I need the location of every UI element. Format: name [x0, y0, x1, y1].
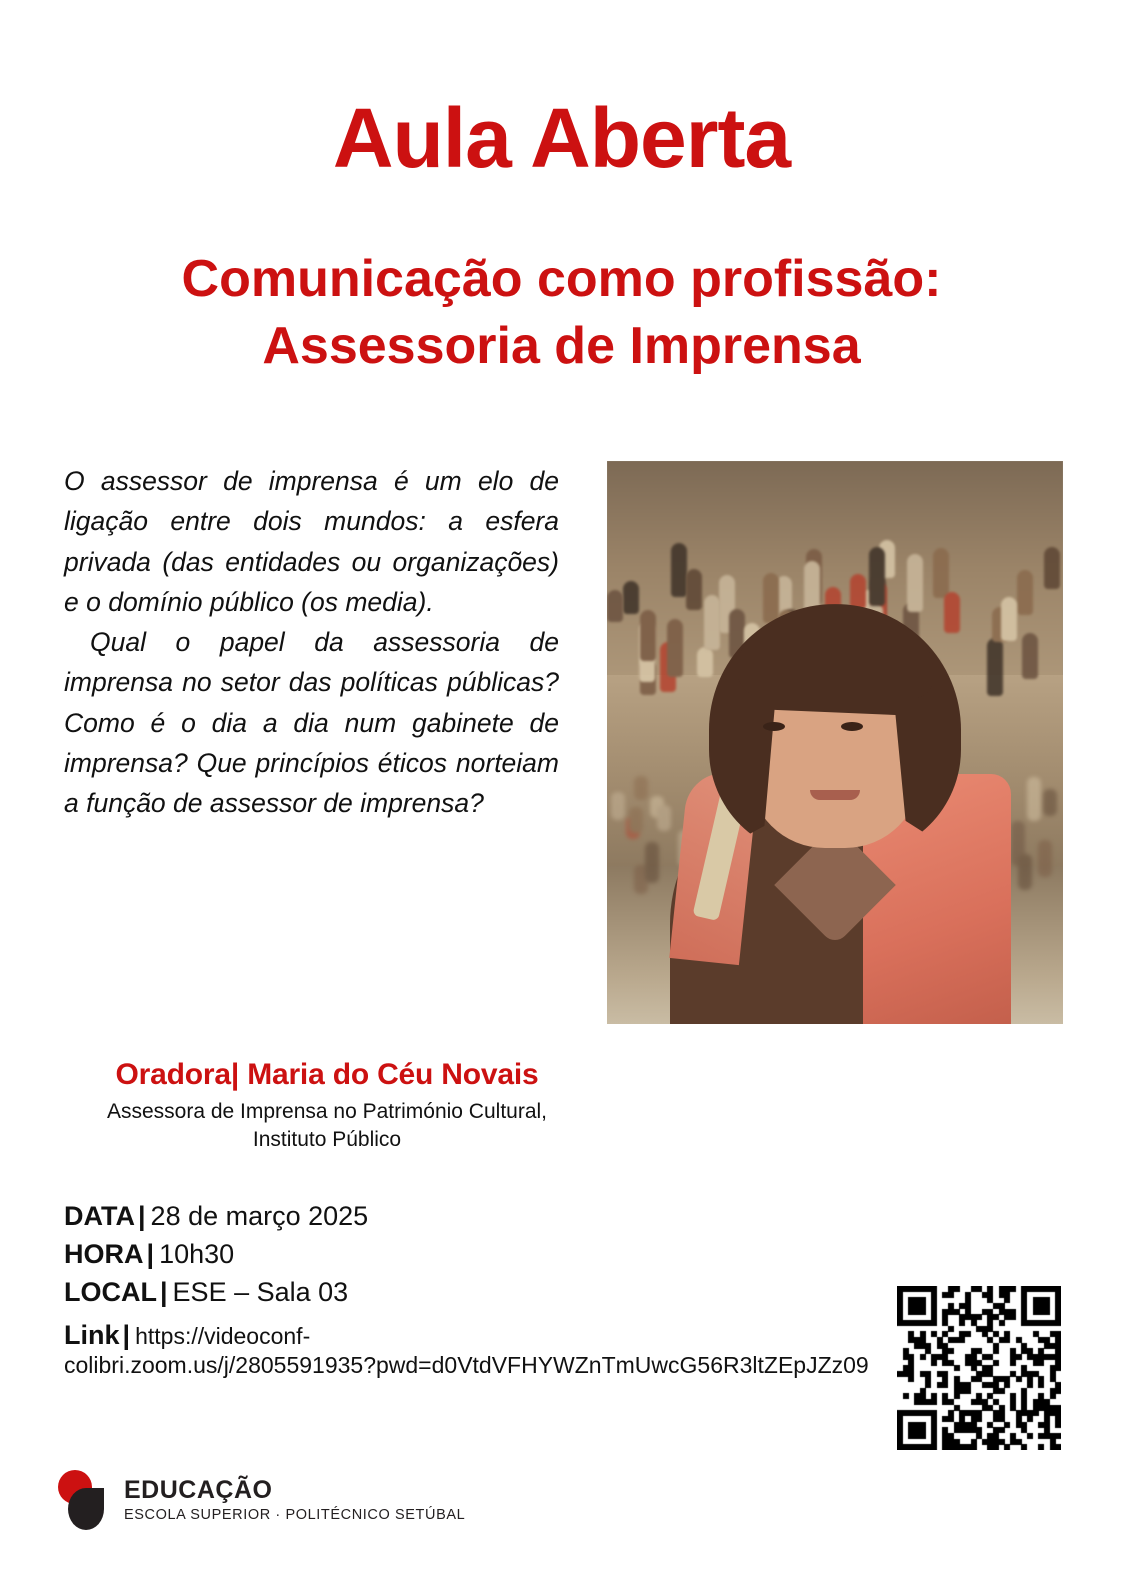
detail-label-place: LOCAL: [64, 1277, 157, 1308]
detail-value-date: 28 de março 2025: [150, 1200, 369, 1231]
detail-separator-link: |: [122, 1319, 131, 1350]
qr-code[interactable]: [897, 1286, 1061, 1450]
person-eye-left: [763, 722, 785, 731]
speaker-separator: |: [230, 1058, 240, 1092]
speaker-name-line: [64, 1058, 590, 1092]
speaker-label: Oradora: [115, 1058, 231, 1092]
person-eye-right: [841, 722, 863, 731]
detail-separator-date: |: [137, 1200, 146, 1231]
lead-paragraph-1: O assessor de imprensa é um elo de ligação entre dois mundos: a esfera privada (das entidades ou organizações) e o domínio público (os media).: [64, 466, 559, 617]
meeting-link-head[interactable]: https://videoconf-: [135, 1322, 311, 1349]
logo-line-1: EDUCAÇÃO: [124, 1475, 273, 1504]
speaker-photo: [607, 461, 1063, 1024]
lead-text-column: [60, 461, 559, 823]
speaker-photo-column: [607, 461, 1063, 1024]
detail-row-date: [64, 1197, 1063, 1235]
photo-person: [645, 594, 1025, 1024]
lead-paragraph-2: Qual o papel da assessoria de imprensa no setor das políticas públicas? Como é o dia a dia num gabinete de imprensa? Que princípios éticos norteiam a função de assessor de imprensa?: [64, 627, 559, 819]
speaker-role-line-2: Instituto Público: [252, 1128, 402, 1152]
content-area: [60, 461, 1063, 1024]
meeting-link-tail[interactable]: colibri.zoom.us/j/2805591935?pwd=d0VtdVFHYWZnTmUwcG56R3ltZEpJZz09: [64, 1351, 869, 1378]
page-title: Aula Aberta: [332, 91, 791, 185]
person-mouth: [810, 790, 860, 800]
footer-logo: [58, 1470, 465, 1530]
speaker-block: [60, 1058, 590, 1155]
speaker-role-line-1: Assessora de Imprensa no Património Cultural,: [106, 1100, 548, 1124]
detail-value-place: ESE – Sala 03: [172, 1277, 349, 1308]
qr-code-canvas[interactable]: [897, 1286, 1061, 1450]
detail-row-time: [64, 1235, 1063, 1273]
subtitle-line-2: Assessoria de Imprensa: [262, 316, 861, 375]
detail-label-date: DATA: [64, 1200, 135, 1231]
logo-shape-dark: [68, 1488, 104, 1530]
person-fringe: [737, 624, 933, 698]
speaker-role: [64, 1098, 590, 1155]
detail-value-time: 10h30: [159, 1239, 235, 1270]
detail-separator-time: |: [146, 1239, 155, 1270]
detail-label-link: Link: [64, 1319, 120, 1350]
logo-line-2: ESCOLA SUPERIOR · POLITÉCNICO SETÚBAL: [124, 1507, 466, 1524]
speaker-name: Maria do Céu Novais: [247, 1058, 539, 1092]
institution-logo-text: [124, 1477, 465, 1524]
page-subtitle: [60, 180, 1063, 379]
subtitle-line-1: Comunicação como profissão:: [181, 250, 942, 308]
institution-logo-icon: [58, 1470, 110, 1530]
detail-label-time: HORA: [64, 1239, 144, 1270]
detail-separator-place: |: [159, 1277, 168, 1308]
